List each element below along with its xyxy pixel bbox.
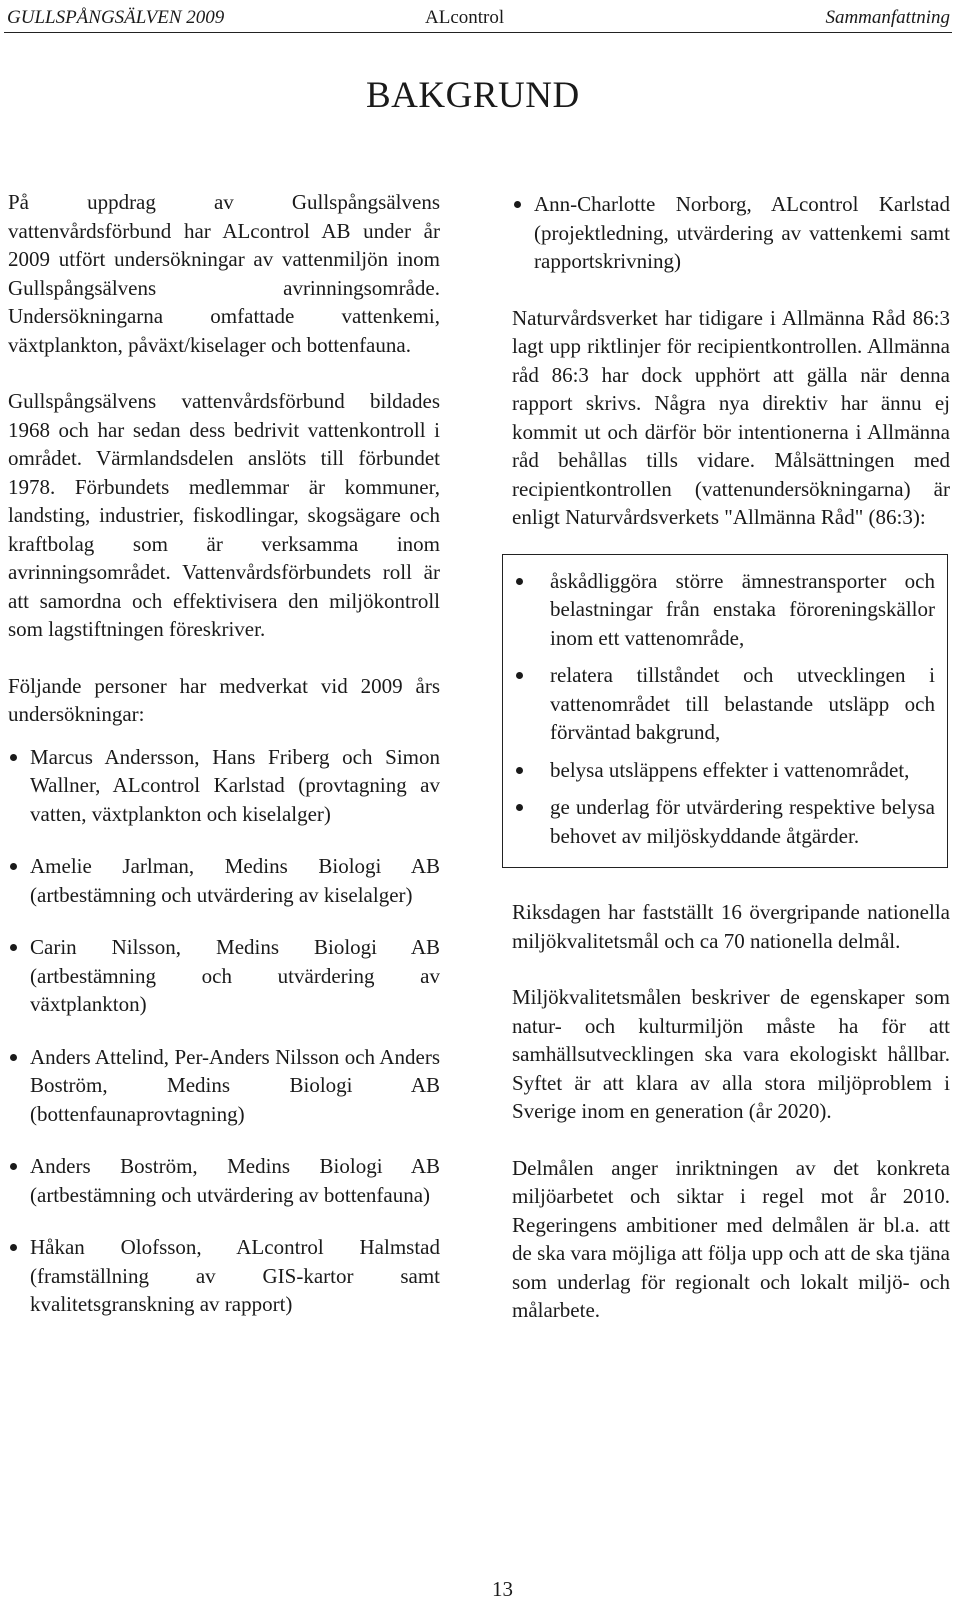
participants-intro: Följande personer har medverkat vid 2009 års undersökningar: (8, 673, 440, 726)
guidelines-paragraph: Naturvårdsverket har tidigare i Allmänna Råd 86:3 lagt upp riktlinjer för recipientkontrollen. Allmänna råd 86:3 har dock upphört att gälla när denna rapport skrivs. Några nya direktiv har ännu ej kommit ut och därför bör intentionerna i Allmänna råd behållas tills vidare. Målsättningen med recipientkontrollen (vattenundersökningarna) är enligt Naturvårdsverkets "Allmänna Råd" (86:3): (512, 305, 950, 529)
list-item: Carin Nilsson, Medins Biologi AB (artbestämning och utvärdering av växtplankton) (8, 933, 440, 1019)
list-item: belysa utsläppens effekter i vattenområdet, (503, 756, 935, 785)
list-item: ge underlag för utvärdering respektive belysa behovet av miljöskyddande åtgärder. (503, 793, 935, 850)
header-section: Sammanfattning (825, 7, 950, 28)
list-item: Marcus Andersson, Hans Friberg och Simon Wallner, ALcontrol Karlstad (provtagning av vatten, växtplankton och kiselalger) (8, 743, 440, 829)
participants-list-continued (512, 190, 950, 276)
list-item: Håkan Olofsson, ALcontrol Halmstad (framställning av GIS-kartor samt kvalitetsgranskning av rapport) (8, 1233, 440, 1319)
list-item: Anders Attelind, Per-Anders Nilsson och Anders Boström, Medins Biologi AB (bottenfaunaprovtagning) (8, 1043, 440, 1129)
header-company: ALcontrol (425, 7, 505, 28)
environmental-goals-paragraph: Riksdagen har fastställt 16 övergripande nationella miljökvalitetsmål och ca 70 nationella delmål. (512, 900, 950, 953)
participants-list (8, 743, 440, 1319)
list-item: åskådliggöra större ämnestransporter och belastningar från enstaka föroreningskällor inom ett vattenområde, (503, 567, 935, 653)
sub-goals-paragraph: Delmålen anger inriktningen av det konkreta miljöarbetet och siktar i regel mot år 2010. Regeringens ambitioner med delmålen är bl.a. att de ska vara möjliga att följa upp och att de ska tjäna som underlag för regionalt och lokalt miljö- och målarbete. (512, 1155, 950, 1322)
list-item: Anders Boström, Medins Biologi AB (artbestämning och utvärdering av bottenfauna) (8, 1152, 440, 1209)
objectives-list (503, 567, 935, 851)
header-report-title: GULLSPÅNGSÄLVEN 2009 (7, 7, 225, 28)
intro-paragraph: På uppdrag av Gullspångsälvens vattenvårdsförbund har ALcontrol AB under år 2009 utfört undersökningar av vattenmiljön inom Gullspångsälvens avrinningsområde. Undersökningarna omfattade vattenkemi, växtplankton, påväxt/kiselager och bottenfauna. (8, 190, 440, 357)
quality-goals-paragraph: Miljökvalitetsmålen beskriver de egenskaper som natur- och kulturmiljön måste ha för att samhällsutvecklingen ska vara ekologiskt hållbar. Syftet är att klara av alla stora miljöproblem i Sverige inom en generation (år 2020). (512, 985, 950, 1123)
list-item: relatera tillståndet och utvecklingen i vattenområdet till belastande utsläpp och förväntad bakgrund, (503, 661, 935, 747)
list-item: Amelie Jarlman, Medins Biologi AB (artbestämning och utvärdering av kiselalger) (8, 852, 440, 909)
page-number: 13 (492, 1577, 513, 1601)
list-item: Ann-Charlotte Norborg, ALcontrol Karlstad (projektledning, utvärdering av vattenkemi samt rapportskrivning) (512, 190, 950, 276)
page-title: BAKGRUND (366, 75, 580, 116)
running-header (4, 4, 952, 33)
association-paragraph: Gullspångsälvens vattenvårdsförbund bildades 1968 och har sedan dess bedrivit vattenkontroll i området. Värmlandsdelen anslöts till förbundet 1978. Förbundets medlemmar är kommuner, landsting, industrier, fiskodlingar, skogsägare och kraftbolag som är verksamma inom avrinningsområdet. Vattenvårdsförbundets roll är att samordna och effektivisera den miljökontroll som lagstiftningen föreskriver. (8, 389, 440, 641)
right-column (512, 190, 950, 1353)
objectives-box (502, 554, 948, 869)
left-column (8, 188, 440, 1343)
